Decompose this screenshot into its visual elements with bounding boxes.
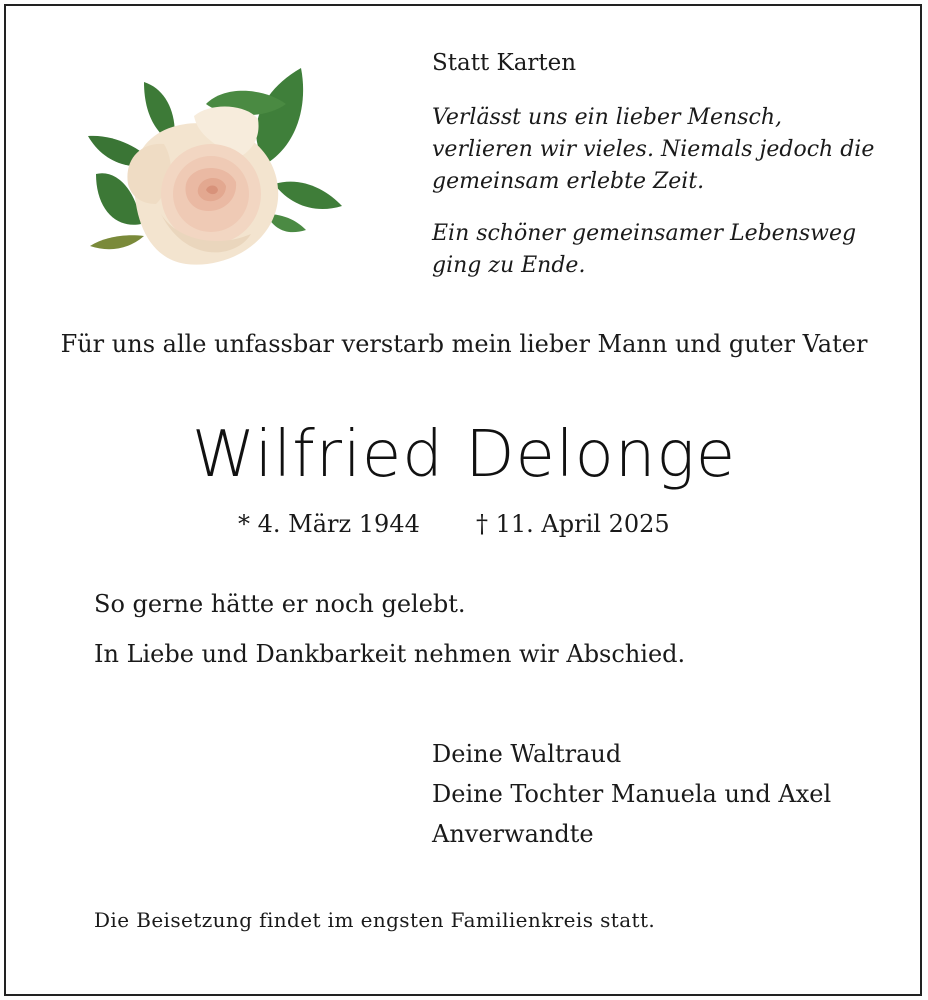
quote-line: Ein schöner gemeinsamer Lebensweg bbox=[432, 221, 857, 246]
rose-image bbox=[86, 64, 348, 270]
quote-line: gemeinsam erlebte Zeit. bbox=[432, 169, 705, 194]
signature-relatives: Anverwandte bbox=[432, 820, 594, 848]
quote-verse-2 bbox=[432, 218, 856, 282]
death-date: † 11. April 2025 bbox=[476, 510, 670, 538]
funeral-note: Die Beisetzung findet im engsten Familienkreis statt. bbox=[94, 908, 656, 932]
quote-line: verlieren wir vieles. Niemals jedoch die bbox=[432, 137, 875, 162]
signature-daughter: Deine Tochter Manuela und Axel bbox=[432, 780, 832, 808]
signature-waltraud: Deine Waltraud bbox=[432, 740, 622, 768]
quote-verse-1 bbox=[432, 102, 874, 198]
intro-text: Für uns alle unfassbar verstarb mein lieber Mann und guter Vater bbox=[60, 330, 868, 358]
birth-date: * 4. März 1944 bbox=[238, 510, 420, 538]
statt-karten: Statt Karten bbox=[432, 50, 577, 76]
quote-line: ging zu Ende. bbox=[432, 253, 586, 278]
message-line-2: In Liebe und Dankbarkeit nehmen wir Abschied. bbox=[94, 640, 686, 668]
message-line-1: So gerne hätte er noch gelebt. bbox=[94, 590, 466, 618]
deceased-name: Wilfried Delonge bbox=[191, 418, 737, 492]
quote-line: Verlässt uns ein lieber Mensch, bbox=[432, 105, 783, 130]
